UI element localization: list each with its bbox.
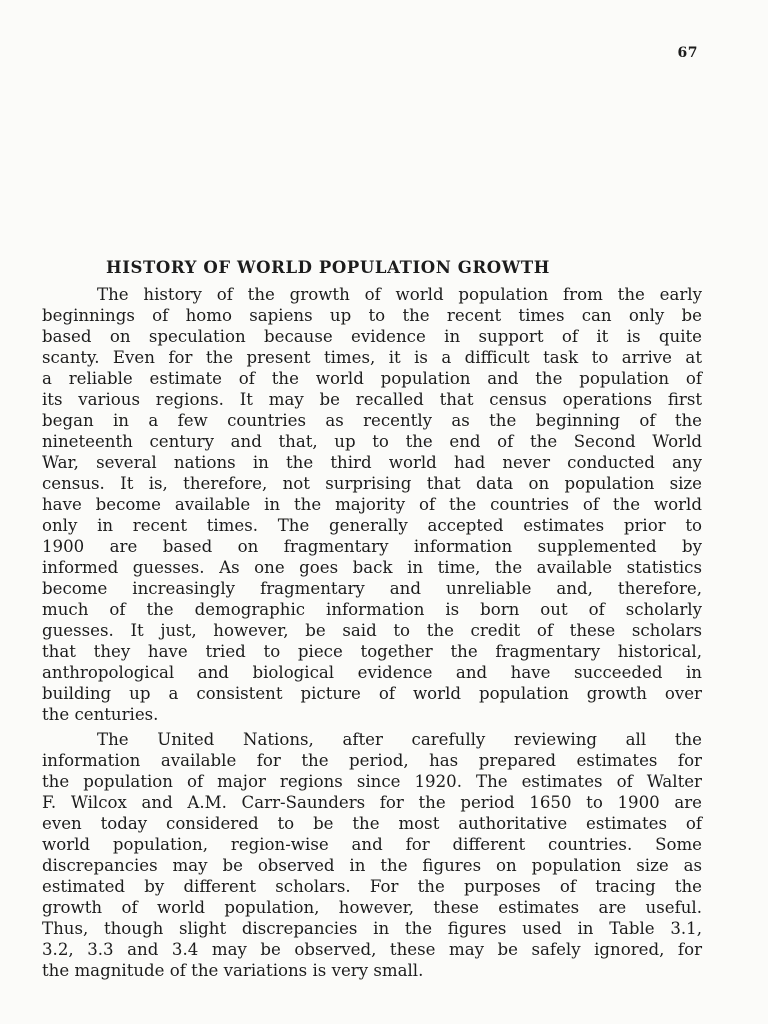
text-line: Thus, though slight discrepancies in the figures used in Table 3.1, — [42, 919, 702, 938]
text-line: began in a few countries as recently as the beginning of the — [42, 411, 702, 430]
text-line: the centuries. — [42, 705, 159, 724]
text-line: War, several nations in the third world had never conducted any — [42, 453, 702, 472]
text-line: the magnitude of the variations is very small. — [42, 961, 424, 980]
text-line: informed guesses. As one goes back in time, the available statistics — [42, 558, 702, 577]
text-line: its various regions. It may be recalled that census operations first — [42, 390, 702, 409]
body-text — [42, 284, 702, 981]
page-number: 67 — [677, 45, 698, 61]
text-line: much of the demographic information is born out of scholarly — [42, 600, 702, 619]
text-line: discrepancies may be observed in the figures on population size as — [42, 856, 702, 875]
paragraph-2 — [42, 729, 702, 981]
text-line: F. Wilcox and A.M. Carr-Saunders for the period 1650 to 1900 are — [42, 793, 702, 812]
text-line: that they have tried to piece together the fragmentary historical, — [42, 642, 702, 661]
text-line: building up a consistent picture of world population growth over — [42, 684, 702, 703]
text-line: based on speculation because evidence in support of it is quite — [42, 327, 702, 346]
text-line: census. It is, therefore, not surprising that data on population size — [42, 474, 702, 493]
text-line: a reliable estimate of the world population and the population of — [42, 369, 702, 388]
text-line: 3.2, 3.3 and 3.4 may be observed, these may be safely ignored, for — [42, 940, 702, 959]
text-line: beginnings of homo sapiens up to the recent times can only be — [42, 306, 702, 325]
text-line: world population, region-wise and for different countries. Some — [42, 835, 702, 854]
text-line: have become available in the majority of the countries of the world — [42, 495, 702, 514]
text-line: scanty. Even for the present times, it is a difficult task to arrive at — [42, 348, 702, 367]
text-line: become increasingly fragmentary and unreliable and, therefore, — [42, 579, 702, 598]
text-line: estimated by different scholars. For the purposes of tracing the — [42, 877, 702, 896]
text-line: the population of major regions since 1920. The estimates of Walter — [42, 772, 702, 791]
text-line: The history of the growth of world population from the early — [97, 285, 702, 304]
text-line: growth of world population, however, these estimates are useful. — [42, 898, 702, 917]
text-line: information available for the period, has prepared estimates for — [42, 751, 702, 770]
text-line: 1900 are based on fragmentary information supplemented by — [42, 537, 702, 556]
text-line: only in recent times. The generally accepted estimates prior to — [42, 516, 702, 535]
text-line: nineteenth century and that, up to the end of the Second World — [42, 432, 702, 451]
section-heading: HISTORY OF WORLD POPULATION GROWTH — [106, 258, 550, 277]
text-line: anthropological and biological evidence and have succeeded in — [42, 663, 702, 682]
text-line: guesses. It just, however, be said to the credit of these scholars — [42, 621, 702, 640]
text-line: even today considered to be the most authoritative estimates of — [42, 814, 702, 833]
paragraph-1 — [42, 284, 702, 725]
text-line: The United Nations, after carefully reviewing all the — [97, 730, 702, 749]
